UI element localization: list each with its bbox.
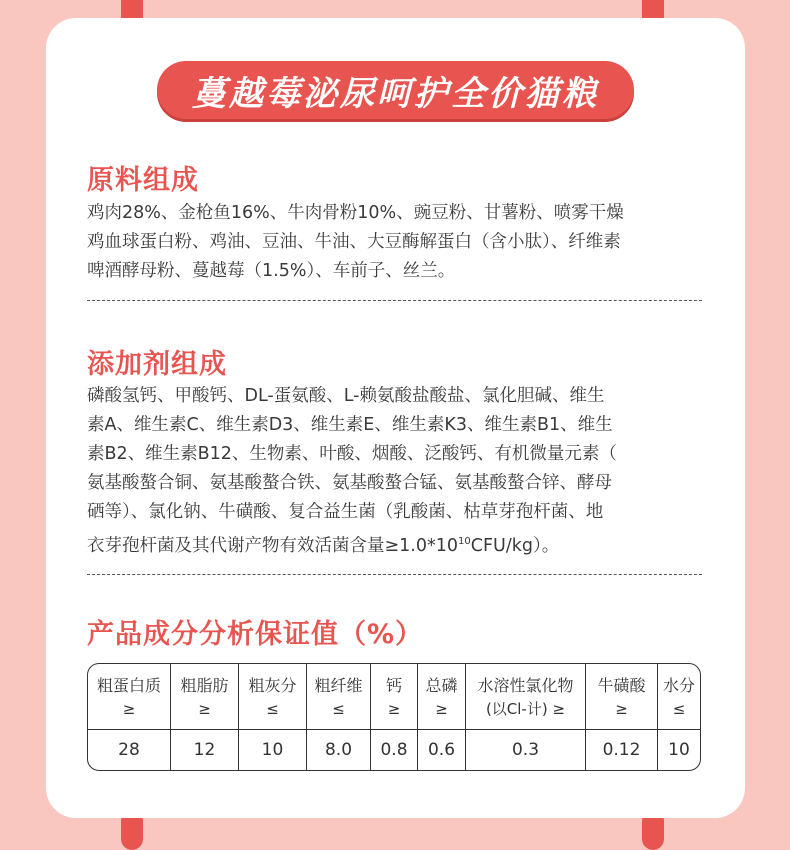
- nutrient-sign: ≥: [615, 699, 628, 718]
- nutrient-sign: ≥: [435, 699, 448, 718]
- value-cell: 0.8: [371, 730, 418, 770]
- nutrient-sign: ≤: [672, 699, 686, 718]
- additives-last-pre: 衣芽孢杆菌及其代谢产物有效活菌含量≥1.0*10: [87, 535, 459, 556]
- analysis-header-row: [88, 664, 700, 730]
- value-cell: 10: [239, 730, 307, 770]
- additives-heading: 添加剂组成: [87, 349, 227, 380]
- nutrient-name: 粗蛋白质: [96, 675, 161, 695]
- additives-line: 氨基酸螯合铜、氨基酸螯合铁、氨基酸螯合锰、氨基酸螯合锌、酵母: [87, 473, 612, 493]
- value-cell: 10: [668, 740, 690, 760]
- additives-exponent: 10: [458, 536, 471, 547]
- nutrient-name: 粗脂肪: [180, 675, 229, 695]
- value-cell: 0.12: [586, 730, 658, 770]
- header-cell: [171, 664, 239, 730]
- additives-line: 硒等）、氯化钠、牛磺酸、复合益生菌（乳酸菌、枯草芽孢杆菌、地: [87, 502, 604, 522]
- additives-last-post: CFU/kg）。: [470, 535, 560, 556]
- nutrient-sign: ≥: [387, 699, 401, 718]
- additives-text: [87, 382, 702, 556]
- nutrient-name: 总磷: [425, 675, 458, 695]
- ingredients-heading: 原料组成: [87, 165, 199, 196]
- nutrient-sign: (以Cl-计) ≥: [485, 699, 566, 718]
- header-cell: [371, 664, 418, 730]
- value-cell: 0.6: [418, 730, 466, 770]
- additives-line: 磷酸氢钙、甲酸钙、DL-蛋氨酸、L-赖氨酸盐酸盐、氯化胆碱、维生: [87, 386, 605, 406]
- header-cell: [586, 664, 658, 730]
- analysis-value-row: [88, 730, 700, 770]
- additives-line: 素A、维生素C、维生素D3、维生素E、维生素K3、维生素B1、维生: [87, 415, 613, 435]
- ingredients-line: 鸡肉28%、金枪鱼16%、牛肉骨粉10%、豌豆粉、甘薯粉、喷雾干燥: [87, 203, 624, 223]
- additives-line-last: [87, 527, 702, 556]
- divider: [87, 300, 702, 301]
- value-cell: 8.0: [307, 730, 371, 770]
- nutrient-name: 钙: [385, 675, 402, 695]
- value-cell: 0.3: [466, 730, 586, 770]
- header-cell: [88, 664, 171, 730]
- header-cell: [658, 664, 700, 730]
- nutrient-name: 牛磺酸: [597, 675, 646, 695]
- nutrient-name: 水溶性氯化物: [477, 675, 574, 695]
- ingredients-line: 啤酒酵母粉、蔓越莓（1.5%）、车前子、丝兰。: [87, 261, 456, 281]
- product-title-banner: [157, 61, 634, 119]
- nutrient-sign: ≤: [266, 699, 279, 718]
- header-cell: [239, 664, 307, 730]
- header-cell: [466, 664, 586, 730]
- header-cell: [418, 664, 466, 730]
- nutrient-sign: ≥: [122, 699, 136, 718]
- value-cell: 28: [88, 730, 171, 770]
- nutrient-sign: ≤: [332, 699, 345, 718]
- nutrient-name: 水分: [662, 675, 695, 695]
- nutrient-name: 粗灰分: [248, 675, 297, 695]
- analysis-table: [87, 663, 701, 771]
- ingredients-text: [87, 199, 702, 286]
- additives-line: 素B2、维生素B12、生物素、叶酸、烟酸、泛酸钙、有机微量元素（: [87, 444, 617, 464]
- header-cell: [307, 664, 371, 730]
- divider: [87, 574, 702, 575]
- nutrient-name: 粗纤维: [314, 675, 363, 695]
- analysis-heading: 产品成分分析保证值（%）: [87, 619, 424, 650]
- nutrient-sign: ≥: [198, 699, 211, 718]
- product-title: 蔓越莓泌尿呵护全价猫粮: [192, 73, 599, 114]
- value-cell: 12: [171, 730, 239, 770]
- ingredients-line: 鸡血球蛋白粉、鸡油、豆油、牛油、大豆酶解蛋白（含小肽）、纤维素: [87, 232, 621, 252]
